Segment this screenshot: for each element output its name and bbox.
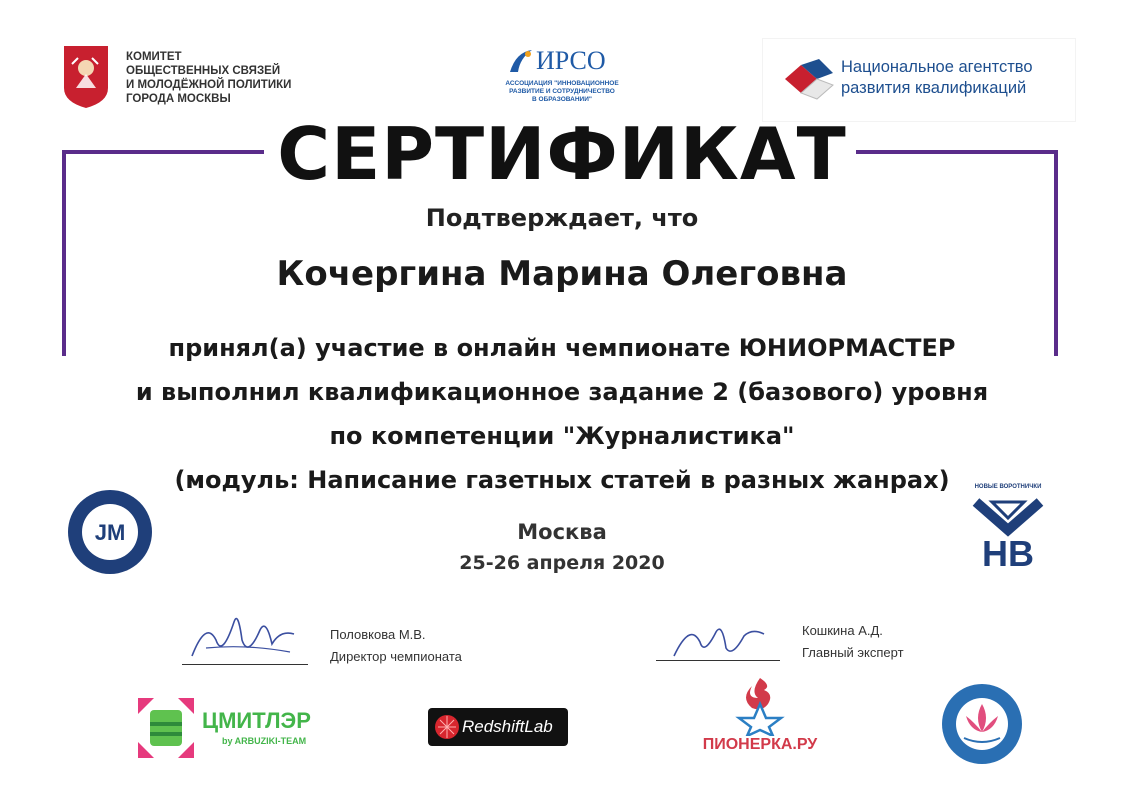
jm-badge-icon — [66, 488, 154, 576]
dates-text: 25-26 апреля 2020 — [459, 552, 665, 574]
body-line-2: и выполнил квалификационное задание 2 (базового) уровня — [135, 378, 989, 406]
assoc-line: В ОБРАЗОВАНИИ" — [532, 96, 592, 103]
signer-role: Главный эксперт — [802, 645, 904, 660]
recipient-name: Кочергина Марина Олеговна — [276, 254, 848, 294]
cmitler-logo — [136, 696, 326, 764]
moscow-committee-name — [126, 50, 291, 106]
nark-line: развития квалификаций — [841, 79, 1027, 97]
signature-line-1 — [182, 664, 308, 665]
body-line-4: (модуль: Написание газетных статей в разных жанрах) — [174, 466, 950, 494]
org-line: И МОЛОДЁЖНОЙ ПОЛИТИКИ — [126, 79, 292, 91]
pionerka-flame-star-icon — [702, 676, 818, 736]
redshift-lab-logo — [428, 708, 568, 746]
signature-line-2 — [656, 660, 780, 661]
assoc-line: АССОЦИАЦИЯ "ИННОВАЦИОННОЕ — [505, 80, 619, 87]
signature-polovkova — [186, 600, 306, 666]
nv-collar-icon — [962, 484, 1054, 572]
org-line: ОБЩЕСТВЕННЫХ СВЯЗЕЙ — [126, 65, 281, 77]
nark-logo — [762, 38, 1076, 122]
cmitler-subtitle: by ARBUZIKI-TEAM — [222, 736, 307, 746]
moscow-coat-of-arms-icon — [62, 44, 110, 110]
city-text: Москва — [517, 520, 607, 544]
confirms-text: Подтверждает, что — [425, 204, 699, 232]
certificate-title: СЕРТИФИКАТ — [277, 112, 847, 196]
nark-name — [841, 57, 1033, 99]
airso-brand: ИРСО — [536, 46, 606, 75]
nark-line: Национальное агентство — [841, 58, 1033, 76]
body-line-1: принял(а) участие в онлайн чемпионате ЮНИОРМАСТЕР — [168, 334, 956, 362]
org-line: КОМИТЕТ — [126, 51, 182, 63]
signer-2 — [802, 620, 904, 664]
cmitler-cube-icon — [136, 696, 196, 760]
novye-vorotnichki-logo — [962, 484, 1054, 572]
eurasian-lotus-emblem-icon — [940, 682, 1024, 766]
signature-koshkina — [666, 612, 776, 664]
airso-logo — [492, 42, 632, 114]
juniormaster-logo — [66, 488, 154, 576]
assoc-line: РАЗВИТИЕ И СОТРУДНИЧЕСТВО — [509, 88, 615, 95]
nv-text: НВ — [982, 533, 1034, 572]
signer-1 — [330, 624, 462, 668]
pionerka-logo — [702, 676, 818, 768]
signer-name: Половкова М.В. — [330, 627, 426, 642]
jm-text: JM — [94, 520, 126, 545]
signer-role: Директор чемпионата — [330, 649, 462, 664]
cmitler-name: ЦМИТЛЭР — [202, 708, 311, 733]
redshift-sphere-icon — [434, 714, 460, 740]
signer-name: Кошкина А.Д. — [802, 623, 883, 638]
eurasian-council-logo — [940, 682, 1024, 766]
pionerka-text: ПИОНЕРКА.РУ — [702, 736, 818, 753]
airso-swoosh-icon — [506, 46, 536, 76]
nv-top-text: НОВЫЕ ВОРОТНИЧКИ — [974, 484, 1042, 490]
airso-association-name — [492, 80, 632, 104]
nark-cube-icon — [781, 55, 837, 105]
moscow-committee-logo — [62, 44, 312, 114]
body-line-3: по компетенции "Журналистика" — [329, 422, 795, 450]
redshift-text: RedshiftLab — [462, 717, 553, 736]
org-line: ГОРОДА МОСКВЫ — [126, 93, 231, 105]
